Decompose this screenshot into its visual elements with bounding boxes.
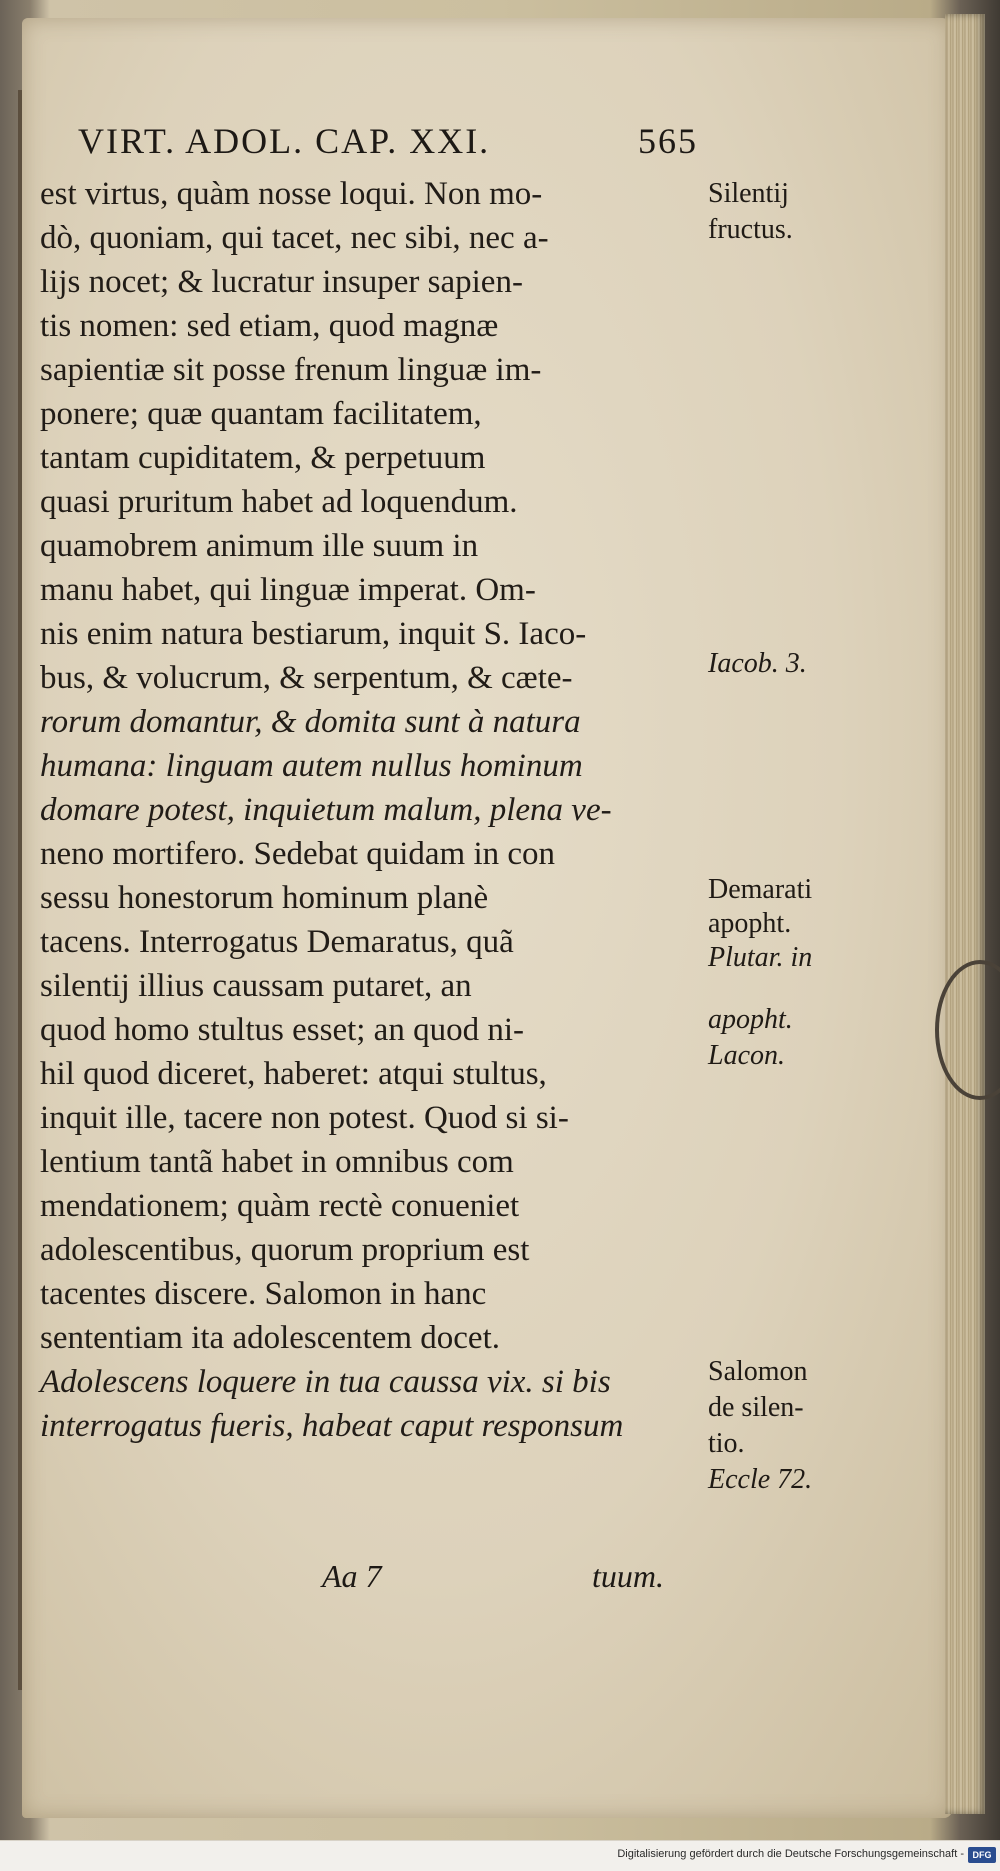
text-line: lentium tantã habet in omnibus com <box>40 1144 514 1180</box>
text-line: tacentes discere. Salomon in hanc <box>40 1276 487 1312</box>
text-line: manu habet, qui linguæ imperat. Om- <box>40 572 536 608</box>
margin-note: apopht. <box>708 908 792 939</box>
text-line: humana: linguam autem nullus hominum <box>40 748 583 784</box>
margin-note: Eccle 72. <box>708 1464 813 1495</box>
text-line: est virtus, quàm nosse loqui. Non mo- <box>40 176 543 212</box>
catchword: tuum. <box>592 1558 664 1594</box>
text-line: adolescentibus, quorum proprium est <box>40 1232 530 1268</box>
text-line: nis enim natura bestiarum, inquit S. Iaco- <box>40 616 587 652</box>
text-line: interrogatus fueris, habeat caput responsum <box>40 1408 624 1444</box>
margin-note: Salomon <box>708 1356 808 1387</box>
text-line: Adolescens loquere in tua caussa vix. si bis <box>40 1364 611 1400</box>
margin-note: Iacob. 3. <box>708 648 807 679</box>
text-line: tantam cupiditatem, & perpetuum <box>40 440 486 476</box>
margin-note: fructus. <box>708 214 793 245</box>
binding-shadow <box>18 90 22 1690</box>
text-line: sessu honestorum hominum planè <box>40 880 489 916</box>
text-line: neno mortifero. Sedebat quidam in con <box>40 836 556 872</box>
text-line: inquit ille, tacere non potest. Quod si si- <box>40 1100 569 1136</box>
page-edges <box>945 14 985 1814</box>
margin-note: Lacon. <box>708 1040 785 1071</box>
text-line: tis nomen: sed etiam, quod magnæ <box>40 308 499 344</box>
signature-mark: Aa 7 <box>322 1558 382 1594</box>
text-line: silentij illius caussam putaret, an <box>40 968 472 1004</box>
dfg-logo-icon: DFG <box>968 1847 996 1863</box>
footer-bar <box>0 1840 1000 1871</box>
footer-credit: Digitalisierung gefördert durch die Deutsche Forschungsgemeinschaft - <box>617 1848 964 1860</box>
margin-note: tio. <box>708 1428 745 1459</box>
running-head-title: VIRT. ADOL. CAP. XXI. <box>78 121 491 161</box>
margin-note: de silen- <box>708 1392 804 1423</box>
margin-note: apopht. <box>708 1004 793 1035</box>
text-line: quamobrem animum ille suum in <box>40 528 479 564</box>
margin-note: Silentij <box>708 178 789 209</box>
text-line: lijs nocet; & lucratur insuper sapien- <box>40 264 523 300</box>
text-line: ponere; quæ quantam facilitatem, <box>40 396 482 432</box>
text-line: rorum domantur, & domita sunt à natura <box>40 704 581 740</box>
signature-line <box>322 1558 722 1602</box>
margin-note: Plutar. in <box>708 942 813 973</box>
text-line: mendationem; quàm rectè conueniet <box>40 1188 520 1224</box>
running-head <box>78 120 698 168</box>
text-line: bus, & volucrum, & serpentum, & cæte- <box>40 660 573 696</box>
text-line: dò, quoniam, qui tacet, nec sibi, nec a- <box>40 220 549 256</box>
text-line: sapientiæ sit posse frenum linguæ im- <box>40 352 542 388</box>
page-number: 565 <box>638 121 698 161</box>
text-line: domare potest, inquietum malum, plena ve- <box>40 792 612 828</box>
text-line: quasi pruritum habet ad loquendum. <box>40 484 518 520</box>
text-line: tacens. Interrogatus Demaratus, quã <box>40 924 514 960</box>
text-line: quod homo stultus esset; an quod ni- <box>40 1012 524 1048</box>
margin-note: Demarati <box>708 874 813 905</box>
text-line: sententiam ita adolescentem docet. <box>40 1320 500 1356</box>
text-line: hil quod diceret, haberet: atqui stultus, <box>40 1056 547 1092</box>
